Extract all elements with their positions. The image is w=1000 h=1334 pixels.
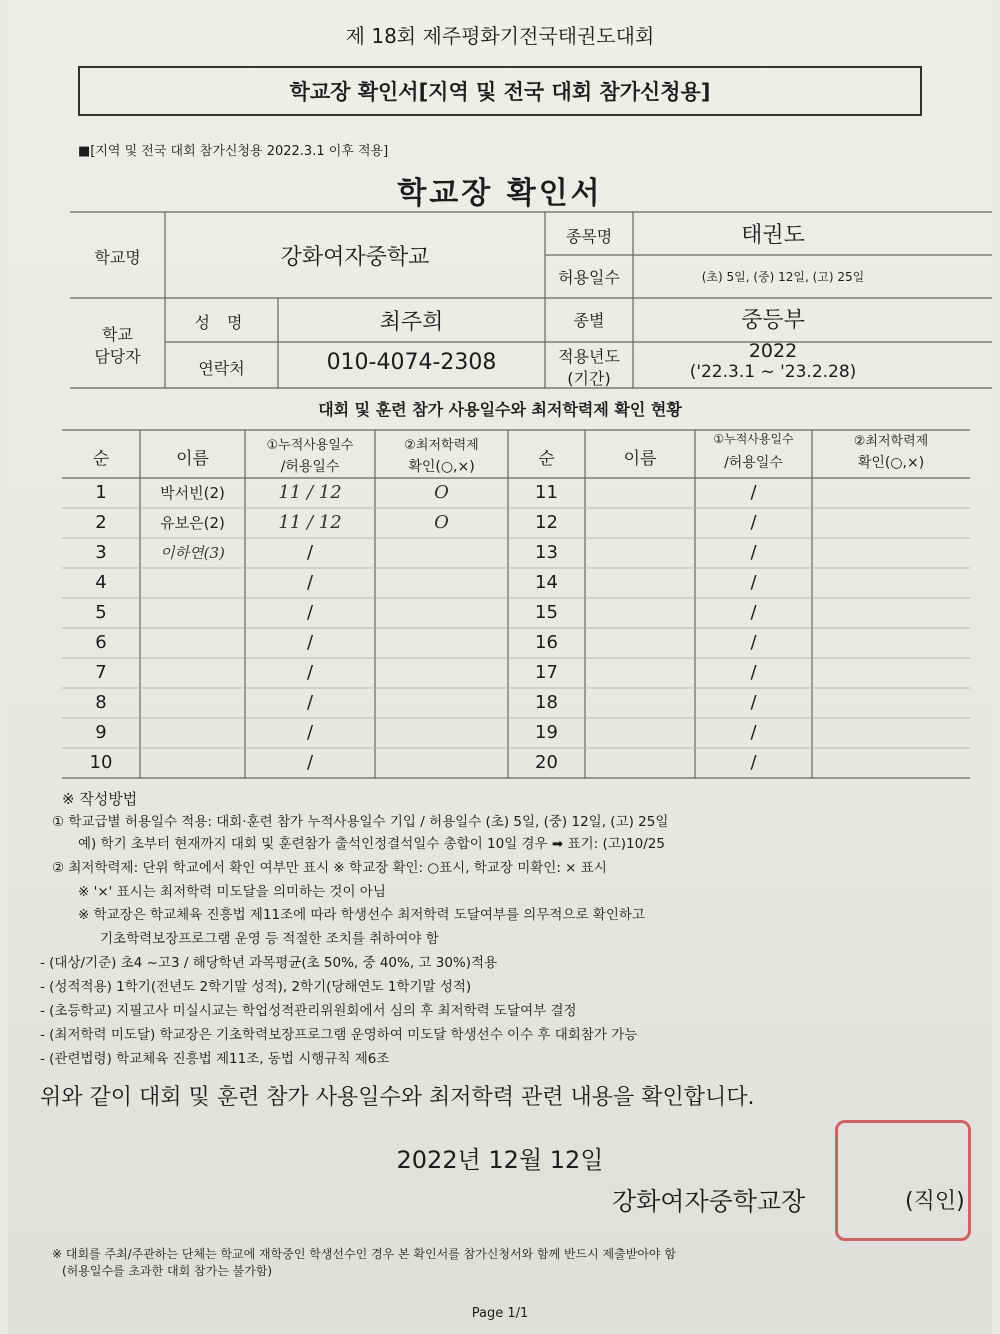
instructions-heading: ※ 작성방법 bbox=[62, 790, 138, 808]
left-row-name: 유보은(2) bbox=[160, 514, 225, 532]
document-title: 학교장 확인서 bbox=[397, 176, 603, 211]
phone-value: 010-4074-2308 bbox=[326, 350, 497, 375]
right-row-days: / bbox=[750, 692, 757, 713]
left-row-days: / bbox=[306, 602, 314, 623]
phone-label: 연락처 bbox=[198, 359, 245, 378]
days-value: (초) 5일, (중) 12일, (고) 25일 bbox=[701, 270, 865, 284]
seal-mark: (직인) bbox=[905, 1189, 965, 1214]
page-number: Page 1/1 bbox=[471, 1306, 529, 1321]
left-row-name: 이하연(3) bbox=[160, 544, 225, 562]
left-row-no: 9 bbox=[95, 722, 107, 743]
name-label: 성 명 bbox=[194, 313, 249, 332]
form-title: 학교장 확인서[지역 및 전국 대회 참가신청용] bbox=[289, 80, 711, 104]
col-header-name-right: 이름 bbox=[623, 449, 657, 469]
left-row-no: 5 bbox=[95, 602, 107, 623]
left-row-days: 11 / 12 bbox=[278, 512, 342, 533]
right-row-days: / bbox=[750, 572, 757, 593]
applicability-note: ■[지역 및 전국 대회 참가신청용 2022.3.1 이후 적용] bbox=[78, 144, 389, 159]
year-value: 2022 bbox=[748, 340, 798, 362]
right-row-no: 16 bbox=[535, 632, 558, 653]
confirmation-statement: 위와 같이 대회 및 훈련 참가 사용일수와 최저학력 관련 내용을 확인합니다. bbox=[40, 1085, 755, 1110]
left-row-no: 6 bbox=[95, 632, 107, 653]
instruction-line: - (초등학교) 지필고사 미실시교는 학업성적관리위원회에서 심의 후 최저학력 도달여부 결정 bbox=[40, 1003, 577, 1019]
col-header-check-left-2: 확인(○,×) bbox=[408, 459, 475, 475]
principal-signature-name: 강화여자중학교장 bbox=[612, 1187, 806, 1216]
right-row-days: / bbox=[750, 752, 757, 773]
col-header-name-left: 이름 bbox=[176, 449, 209, 469]
right-row-days: / bbox=[750, 632, 757, 653]
col-header-no-left: 순 bbox=[92, 449, 110, 469]
right-row-days: / bbox=[750, 602, 757, 623]
col-header-check-right-1: ②최저학력제 bbox=[853, 434, 929, 449]
right-row-no: 13 bbox=[535, 542, 558, 563]
right-row-no: 17 bbox=[535, 662, 558, 683]
issue-date: 2022년 12월 12일 bbox=[396, 1146, 604, 1174]
footnote-submission: ※ 대회를 주최/주관하는 단체는 학교에 재학중인 학생선수인 경우 본 확인서를 참가신청서와 함께 반드시 제출받아야 함 bbox=[52, 1247, 676, 1261]
right-row-days: / bbox=[750, 722, 757, 743]
col-header-no-right: 순 bbox=[538, 449, 555, 469]
right-row-days: / bbox=[750, 542, 757, 563]
left-row-no: 8 bbox=[95, 692, 107, 713]
left-row-days: / bbox=[306, 662, 314, 683]
right-row-no: 19 bbox=[535, 722, 558, 743]
status-title: 대회 및 훈련 참가 사용일수와 최저학력제 확인 현황 bbox=[318, 400, 682, 419]
manager-label-1: 학교 bbox=[102, 325, 133, 344]
right-row-days: / bbox=[750, 482, 757, 503]
manager-label-2: 담당자 bbox=[94, 347, 141, 366]
school-label: 학교명 bbox=[94, 248, 141, 267]
left-row-check: O bbox=[434, 512, 449, 533]
year-label-2: (기간) bbox=[567, 369, 611, 388]
left-row-no: 3 bbox=[95, 542, 107, 563]
left-row-days: / bbox=[306, 572, 314, 593]
instruction-line: ② 최저학력제: 단위 학교에서 확인 여부만 표시 ※ 학교장 확인: ○표시, 학교장 미확인: × 표시 bbox=[52, 860, 607, 876]
name-value: 최주희 bbox=[379, 310, 444, 335]
left-row-check: O bbox=[434, 482, 449, 503]
left-row-no: 4 bbox=[95, 572, 107, 593]
instruction-line: - (대상/기준) 초4 ~고3 / 해당학년 과목평균(초 50%, 중 40%, 고 30%)적용 bbox=[40, 955, 498, 971]
left-row-no: 10 bbox=[89, 752, 113, 773]
left-row-days: / bbox=[306, 722, 314, 743]
period-value: ('22.3.1 ~ '23.2.28) bbox=[689, 362, 857, 382]
col-header-days-left-2: /허용일수 bbox=[280, 459, 340, 475]
col-header-check-left-1: ②최저학력제 bbox=[404, 438, 479, 453]
official-seal bbox=[835, 1120, 971, 1241]
col-header-check-right-2: 확인(○,×) bbox=[857, 455, 925, 471]
days-label: 허용일수 bbox=[558, 268, 620, 287]
instruction-line: ※ '×' 표시는 최저학력 미도달을 의미하는 것이 아님 bbox=[78, 884, 386, 900]
instruction-line: ① 학교급별 허용일수 적용: 대회·훈련 참가 누적사용일수 기입 / 허용일수 (초) 5일, (중) 12일, (고) 25일 bbox=[52, 814, 669, 830]
left-row-days: / bbox=[306, 632, 314, 653]
instruction-line: ※ 학교장은 학교체육 진흥법 제11조에 따라 학생선수 최저학력 도달여부를 의무적으로 확인하고 bbox=[78, 907, 645, 923]
col-header-days-right-1: ①누적사용일수 bbox=[713, 432, 794, 446]
right-row-no: 12 bbox=[535, 512, 558, 533]
right-row-no: 11 bbox=[535, 482, 558, 503]
left-row-no: 7 bbox=[95, 662, 107, 683]
school-value: 강화여자중학교 bbox=[280, 245, 430, 270]
year-label-1: 적용년도 bbox=[558, 347, 620, 366]
division-label: 종별 bbox=[573, 311, 605, 330]
left-row-days: / bbox=[306, 542, 314, 563]
left-row-days: / bbox=[306, 692, 314, 713]
col-header-days-left-1: ①누적사용일수 bbox=[266, 438, 354, 453]
footnote-limit: (허용일수를 초과한 대회 참가는 불가함) bbox=[62, 1264, 273, 1278]
col-header-days-right-2: /허용일수 bbox=[724, 455, 783, 471]
right-row-days: / bbox=[750, 662, 757, 683]
left-row-days: / bbox=[306, 752, 314, 773]
instruction-line: 기초학력보장프로그램 운영 등 적절한 조치를 취하여야 함 bbox=[100, 931, 439, 947]
right-row-days: / bbox=[750, 512, 757, 533]
instruction-line: - (관련법령) 학교체육 진흥법 제11조, 동법 시행규칙 제6조 bbox=[40, 1051, 390, 1067]
event-title: 제 18회 제주평화기전국태권도대회 bbox=[345, 24, 655, 48]
sport-value: 태권도 bbox=[741, 223, 805, 248]
right-row-no: 15 bbox=[535, 602, 558, 623]
division-value: 중등부 bbox=[741, 308, 805, 333]
instruction-line: 예) 학기 초부터 현재까지 대회 및 훈련참가 출석인정결석일수 총합이 10일 경우 ➡ 표기: (고)10/25 bbox=[78, 836, 665, 852]
left-row-no: 1 bbox=[95, 482, 107, 503]
left-row-name: 박서빈(2) bbox=[160, 484, 225, 502]
right-row-no: 20 bbox=[535, 752, 558, 773]
right-row-no: 14 bbox=[535, 572, 558, 593]
left-row-days: 11 / 12 bbox=[278, 482, 342, 503]
right-row-no: 18 bbox=[535, 692, 558, 713]
left-row-no: 2 bbox=[95, 512, 107, 533]
instruction-line: - (성적적용) 1학기(전년도 2학기말 성적), 2학기(당해연도 1학기말 성적) bbox=[40, 979, 472, 995]
instruction-line: - (최저학력 미도달) 학교장은 기초학력보장프로그램 운영하여 미도달 학생선수 이수 후 대회참가 가능 bbox=[40, 1027, 638, 1043]
sport-label: 종목명 bbox=[565, 227, 613, 246]
